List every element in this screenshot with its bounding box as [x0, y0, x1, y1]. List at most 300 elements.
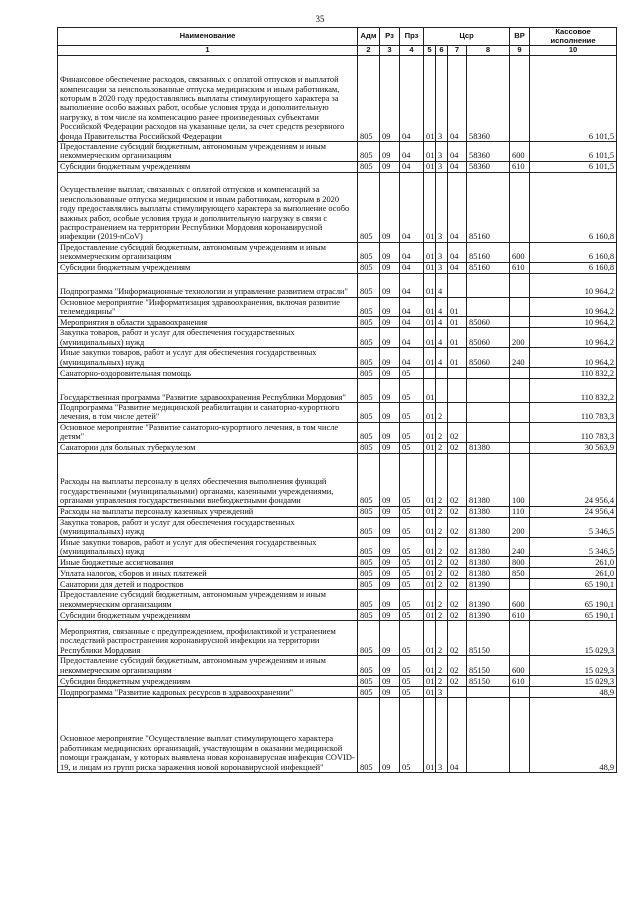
cash-execution-amount: 6 101,5 [530, 161, 617, 172]
rz-code: 09 [380, 557, 400, 568]
prz-code: 05 [400, 537, 424, 557]
csr-event [448, 273, 467, 297]
column-number: 1 [58, 46, 358, 56]
csr-direction: 85160 [467, 262, 510, 273]
csr-subprogram: 2 [436, 590, 448, 610]
adm-code: 805 [358, 262, 380, 273]
csr-program: 01 [424, 242, 436, 262]
rz-code: 09 [380, 675, 400, 686]
csr-program: 01 [424, 348, 436, 368]
row-name: Расходы на выплаты персоналу в целях обеспечения выполнения функций государственными (муниципальными) органами, казенными учреждениями, органами управления государственными внебюджетными фондами [58, 453, 358, 506]
csr-subprogram: 2 [436, 557, 448, 568]
vr-code [510, 686, 530, 697]
cash-execution-amount: 110 832,2 [530, 368, 617, 379]
csr-direction [467, 403, 510, 423]
row-name: Основное мероприятие "Развитие санаторно-курортного лечения, в том числе детям" [58, 422, 358, 442]
adm-code: 805 [358, 517, 380, 537]
csr-direction: 85160 [467, 242, 510, 262]
cash-execution-amount: 48,9 [530, 697, 617, 772]
csr-program: 01 [424, 697, 436, 772]
rz-code: 09 [380, 656, 400, 676]
csr-subprogram: 4 [436, 317, 448, 328]
adm-code: 805 [358, 273, 380, 297]
table-row [58, 610, 617, 621]
csr-direction: 81380 [467, 442, 510, 453]
csr-event: 04 [448, 56, 467, 142]
table-row [58, 56, 617, 142]
prz-code: 05 [400, 686, 424, 697]
cash-execution-amount: 48,9 [530, 686, 617, 697]
table-body [58, 56, 617, 773]
csr-event: 01 [448, 348, 467, 368]
csr-direction: 81380 [467, 557, 510, 568]
rz-code: 09 [380, 56, 400, 142]
csr-direction: 81390 [467, 590, 510, 610]
row-name: Уплата налогов, сборов и иных платежей [58, 568, 358, 579]
cash-execution-amount: 6 101,5 [530, 56, 617, 142]
rz-code: 09 [380, 348, 400, 368]
table-row [58, 403, 617, 423]
row-name: Подпрограмма "Развитие кадровых ресурсов в здравоохранении" [58, 686, 358, 697]
table-row [58, 590, 617, 610]
csr-direction: 81380 [467, 506, 510, 517]
table-row [58, 686, 617, 697]
prz-code: 04 [400, 161, 424, 172]
prz-code: 04 [400, 328, 424, 348]
header-name: Наименование [58, 28, 358, 46]
rz-code: 09 [380, 517, 400, 537]
rz-code: 09 [380, 403, 400, 423]
table-row [58, 557, 617, 568]
table-row [58, 172, 617, 242]
csr-subprogram: 2 [436, 422, 448, 442]
prz-code: 05 [400, 590, 424, 610]
table-row [58, 161, 617, 172]
csr-program: 01 [424, 506, 436, 517]
row-name: Иные закупки товаров, работ и услуг для обеспечения государственных (муниципальных) нужд [58, 348, 358, 368]
csr-event: 02 [448, 568, 467, 579]
csr-subprogram: 3 [436, 262, 448, 273]
csr-direction [467, 697, 510, 772]
csr-direction: 81380 [467, 537, 510, 557]
csr-direction: 85060 [467, 348, 510, 368]
csr-program: 01 [424, 568, 436, 579]
csr-event: 04 [448, 161, 467, 172]
row-name: Иные закупки товаров, работ и услуг для обеспечения государственных (муниципальных) нужд [58, 537, 358, 557]
row-name: Расходы на выплаты персоналу казенных учреждений [58, 506, 358, 517]
prz-code: 05 [400, 621, 424, 656]
prz-code: 05 [400, 506, 424, 517]
header-vr: ВР [510, 28, 530, 46]
row-name: Санаторно-оздоровительная помощь [58, 368, 358, 379]
vr-code: 240 [510, 537, 530, 557]
csr-direction: 81380 [467, 517, 510, 537]
table-row [58, 442, 617, 453]
vr-code: 240 [510, 348, 530, 368]
csr-event: 04 [448, 142, 467, 162]
vr-code [510, 403, 530, 423]
table-row [58, 368, 617, 379]
table-row [58, 537, 617, 557]
rz-code: 09 [380, 242, 400, 262]
csr-subprogram: 2 [436, 403, 448, 423]
csr-subprogram: 3 [436, 56, 448, 142]
prz-code: 05 [400, 403, 424, 423]
cash-execution-amount: 5 346,5 [530, 537, 617, 557]
adm-code: 805 [358, 161, 380, 172]
csr-subprogram: 3 [436, 242, 448, 262]
csr-event: 01 [448, 297, 467, 317]
csr-program [424, 368, 436, 379]
rz-code: 09 [380, 568, 400, 579]
csr-program: 01 [424, 297, 436, 317]
prz-code: 05 [400, 557, 424, 568]
csr-event: 02 [448, 610, 467, 621]
csr-subprogram [436, 368, 448, 379]
csr-program: 01 [424, 161, 436, 172]
column-number: 4 [400, 46, 424, 56]
csr-event: 02 [448, 579, 467, 590]
csr-event: 02 [448, 442, 467, 453]
adm-code: 805 [358, 590, 380, 610]
csr-event [448, 368, 467, 379]
column-number: 5 [424, 46, 436, 56]
csr-subprogram: 2 [436, 506, 448, 517]
csr-subprogram: 2 [436, 656, 448, 676]
adm-code: 805 [358, 422, 380, 442]
header-csr: Цср [424, 28, 510, 46]
csr-event: 01 [448, 328, 467, 348]
prz-code: 05 [400, 453, 424, 506]
adm-code: 805 [358, 675, 380, 686]
cash-execution-amount: 10 964,2 [530, 328, 617, 348]
csr-program: 01 [424, 675, 436, 686]
cash-execution-amount: 261,0 [530, 568, 617, 579]
vr-code [510, 621, 530, 656]
vr-code: 610 [510, 675, 530, 686]
csr-subprogram: 3 [436, 161, 448, 172]
vr-code [510, 317, 530, 328]
cash-execution-amount: 24 956,4 [530, 453, 617, 506]
prz-code: 04 [400, 317, 424, 328]
header-amount: Кассовое исполнение [530, 28, 617, 46]
table-row [58, 262, 617, 273]
adm-code: 805 [358, 56, 380, 142]
cash-execution-amount: 6 160,8 [530, 172, 617, 242]
cash-execution-amount: 65 190,1 [530, 610, 617, 621]
cash-execution-amount: 65 190,1 [530, 590, 617, 610]
csr-direction: 81380 [467, 568, 510, 579]
cash-execution-amount: 24 956,4 [530, 506, 617, 517]
adm-code: 805 [358, 656, 380, 676]
csr-event: 02 [448, 675, 467, 686]
csr-program: 01 [424, 453, 436, 506]
cash-execution-amount: 15 029,3 [530, 621, 617, 656]
vr-code: 610 [510, 262, 530, 273]
prz-code: 05 [400, 368, 424, 379]
vr-code [510, 56, 530, 142]
vr-code [510, 442, 530, 453]
rz-code: 09 [380, 506, 400, 517]
cash-execution-amount: 10 964,2 [530, 317, 617, 328]
vr-code [510, 379, 530, 403]
vr-code [510, 697, 530, 772]
csr-program: 01 [424, 403, 436, 423]
table-row [58, 621, 617, 656]
rz-code: 09 [380, 442, 400, 453]
table-row [58, 348, 617, 368]
csr-program: 01 [424, 142, 436, 162]
csr-subprogram [436, 379, 448, 403]
cash-execution-amount: 65 190,1 [530, 579, 617, 590]
adm-code: 805 [358, 453, 380, 506]
prz-code: 04 [400, 56, 424, 142]
csr-direction: 81390 [467, 579, 510, 590]
adm-code: 805 [358, 317, 380, 328]
csr-direction: 85060 [467, 317, 510, 328]
cash-execution-amount: 6 160,8 [530, 262, 617, 273]
csr-subprogram: 2 [436, 610, 448, 621]
header-rz: Рз [380, 28, 400, 46]
csr-direction [467, 379, 510, 403]
prz-code: 04 [400, 172, 424, 242]
rz-code: 09 [380, 172, 400, 242]
budget-execution-table [57, 27, 617, 773]
table-row [58, 328, 617, 348]
csr-event: 02 [448, 537, 467, 557]
table-row [58, 242, 617, 262]
csr-event: 02 [448, 453, 467, 506]
csr-direction: 58360 [467, 142, 510, 162]
csr-program: 01 [424, 328, 436, 348]
csr-program: 01 [424, 590, 436, 610]
adm-code: 805 [358, 242, 380, 262]
rz-code: 09 [380, 697, 400, 772]
adm-code: 805 [358, 368, 380, 379]
csr-program: 01 [424, 317, 436, 328]
adm-code: 805 [358, 506, 380, 517]
rz-code: 09 [380, 317, 400, 328]
prz-code: 05 [400, 697, 424, 772]
csr-subprogram: 4 [436, 297, 448, 317]
csr-direction: 85160 [467, 172, 510, 242]
cash-execution-amount: 10 964,2 [530, 273, 617, 297]
vr-code: 600 [510, 142, 530, 162]
prz-code: 04 [400, 348, 424, 368]
prz-code: 05 [400, 675, 424, 686]
table-row [58, 675, 617, 686]
adm-code: 805 [358, 379, 380, 403]
header-adm: Адм [358, 28, 380, 46]
csr-subprogram: 3 [436, 686, 448, 697]
csr-direction [467, 273, 510, 297]
csr-event: 02 [448, 590, 467, 610]
prz-code: 05 [400, 422, 424, 442]
prz-code: 05 [400, 568, 424, 579]
csr-direction: 81390 [467, 610, 510, 621]
adm-code: 805 [358, 579, 380, 590]
row-name: Субсидии бюджетным учреждениям [58, 262, 358, 273]
adm-code: 805 [358, 442, 380, 453]
column-number: 3 [380, 46, 400, 56]
adm-code: 805 [358, 621, 380, 656]
csr-subprogram: 2 [436, 568, 448, 579]
table-row [58, 422, 617, 442]
column-number: 10 [530, 46, 617, 56]
vr-code: 600 [510, 656, 530, 676]
adm-code: 805 [358, 142, 380, 162]
csr-event: 02 [448, 557, 467, 568]
table-row [58, 697, 617, 772]
row-name: Основное мероприятие "Осуществление выплат стимулирующего характера работникам медицинских организаций, участвующим в оказании медицинской помощи гражданам, у которых выявлена новая коронавирусная инфекция COVID-19, и лицам из групп риска заражения новой коронавирусной инфекцией" [58, 697, 358, 772]
csr-event: 04 [448, 697, 467, 772]
csr-event: 02 [448, 422, 467, 442]
rz-code: 09 [380, 368, 400, 379]
csr-event [448, 379, 467, 403]
cash-execution-amount: 10 964,2 [530, 297, 617, 317]
column-number: 7 [448, 46, 467, 56]
csr-subprogram: 2 [436, 621, 448, 656]
adm-code: 805 [358, 686, 380, 697]
csr-direction: 58360 [467, 161, 510, 172]
csr-subprogram: 2 [436, 537, 448, 557]
csr-event [448, 686, 467, 697]
row-name: Субсидии бюджетным учреждениям [58, 161, 358, 172]
vr-code: 200 [510, 517, 530, 537]
header-row [58, 28, 617, 46]
csr-direction: 85150 [467, 621, 510, 656]
table-row [58, 656, 617, 676]
rz-code: 09 [380, 453, 400, 506]
csr-subprogram: 4 [436, 328, 448, 348]
adm-code: 805 [358, 610, 380, 621]
cash-execution-amount: 30 563,9 [530, 442, 617, 453]
rz-code: 09 [380, 161, 400, 172]
csr-program: 01 [424, 621, 436, 656]
row-name: Предоставление субсидий бюджетным, автономным учреждениям и иным некоммерческим организациям [58, 142, 358, 162]
row-name: Предоставление субсидий бюджетным, автономным учреждениям и иным некоммерческим организациям [58, 242, 358, 262]
row-name: Подпрограмма "Информационные технологии и управление развитием отрасли" [58, 273, 358, 297]
rz-code: 09 [380, 579, 400, 590]
rz-code: 09 [380, 537, 400, 557]
csr-subprogram: 3 [436, 142, 448, 162]
csr-program: 01 [424, 557, 436, 568]
prz-code: 04 [400, 262, 424, 273]
prz-code: 05 [400, 442, 424, 453]
vr-code [510, 368, 530, 379]
csr-program: 01 [424, 422, 436, 442]
csr-event: 02 [448, 517, 467, 537]
vr-code: 600 [510, 590, 530, 610]
vr-code: 610 [510, 161, 530, 172]
cash-execution-amount: 10 964,2 [530, 348, 617, 368]
csr-event: 02 [448, 656, 467, 676]
csr-event: 04 [448, 172, 467, 242]
csr-direction: 58360 [467, 56, 510, 142]
row-name: Подпрограмма "Развитие медицинской реабилитации и санаторно-курортного лечения, в том числе детей" [58, 403, 358, 423]
adm-code: 805 [358, 568, 380, 579]
csr-program: 01 [424, 610, 436, 621]
vr-code: 850 [510, 568, 530, 579]
csr-subprogram: 3 [436, 172, 448, 242]
row-name: Основное мероприятие "Информатизация здравоохранения, включая развитие телемедицины" [58, 297, 358, 317]
row-name: Закупка товаров, работ и услуг для обеспечения государственных (муниципальных) нужд [58, 517, 358, 537]
csr-direction [467, 422, 510, 442]
vr-code [510, 273, 530, 297]
csr-event: 02 [448, 506, 467, 517]
csr-direction: 85150 [467, 656, 510, 676]
csr-event: 04 [448, 262, 467, 273]
row-name: Предоставление субсидий бюджетным, автономным учреждениям и иным некоммерческим организациям [58, 590, 358, 610]
adm-code: 805 [358, 172, 380, 242]
cash-execution-amount: 261,0 [530, 557, 617, 568]
adm-code: 805 [358, 348, 380, 368]
table-row [58, 297, 617, 317]
row-name: Субсидии бюджетным учреждениям [58, 610, 358, 621]
table-row [58, 273, 617, 297]
csr-subprogram: 2 [436, 453, 448, 506]
prz-code: 04 [400, 242, 424, 262]
csr-subprogram: 4 [436, 273, 448, 297]
vr-code: 200 [510, 328, 530, 348]
row-name: Предоставление субсидий бюджетным, автономным учреждениям и иным некоммерческим организациям [58, 656, 358, 676]
prz-code: 05 [400, 656, 424, 676]
row-name: Закупка товаров, работ и услуг для обеспечения государственных (муниципальных) нужд [58, 328, 358, 348]
rz-code: 09 [380, 262, 400, 273]
csr-direction [467, 368, 510, 379]
page-number: 35 [315, 14, 325, 24]
csr-subprogram: 2 [436, 675, 448, 686]
row-name: Финансовое обеспечение расходов, связанных с оплатой отпусков и выплатой компенсации за неиспользованные отпуска медицинским и иным работникам, которым в 2020 году предоставлялись выплаты стимулирующего характера за выполнение особо важных работ, особые условия труда и дополнительную нагрузку, в том числе на компенсацию ранее произведенных субъектами Российской Федерации расходов на указанные цели, за счет средств резервного фонда Правительства Российской Федерации [58, 56, 358, 142]
cash-execution-amount: 15 029,3 [530, 675, 617, 686]
adm-code: 805 [358, 328, 380, 348]
cash-execution-amount: 110 783,3 [530, 403, 617, 423]
adm-code: 805 [358, 537, 380, 557]
rz-code: 09 [380, 686, 400, 697]
adm-code: 805 [358, 557, 380, 568]
cash-execution-amount: 6 160,8 [530, 242, 617, 262]
csr-event: 01 [448, 317, 467, 328]
cash-execution-amount: 6 101,5 [530, 142, 617, 162]
rz-code: 09 [380, 590, 400, 610]
prz-code: 05 [400, 610, 424, 621]
rz-code: 09 [380, 610, 400, 621]
prz-code: 05 [400, 379, 424, 403]
prz-code: 04 [400, 273, 424, 297]
csr-subprogram: 2 [436, 517, 448, 537]
row-name: Иные бюджетные ассигнования [58, 557, 358, 568]
table-row [58, 379, 617, 403]
csr-subprogram: 4 [436, 348, 448, 368]
table-row [58, 568, 617, 579]
vr-code [510, 579, 530, 590]
rz-code: 09 [380, 422, 400, 442]
csr-subprogram: 3 [436, 697, 448, 772]
csr-program: 01 [424, 172, 436, 242]
table-row [58, 453, 617, 506]
csr-subprogram: 2 [436, 579, 448, 590]
column-number: 8 [467, 46, 510, 56]
cash-execution-amount: 5 346,5 [530, 517, 617, 537]
cash-execution-amount: 110 783,3 [530, 422, 617, 442]
rz-code: 09 [380, 621, 400, 656]
prz-code: 05 [400, 579, 424, 590]
csr-direction: 81380 [467, 453, 510, 506]
row-name: Санатории для больных туберкулезом [58, 442, 358, 453]
adm-code: 805 [358, 403, 380, 423]
rz-code: 09 [380, 379, 400, 403]
csr-subprogram: 2 [436, 442, 448, 453]
